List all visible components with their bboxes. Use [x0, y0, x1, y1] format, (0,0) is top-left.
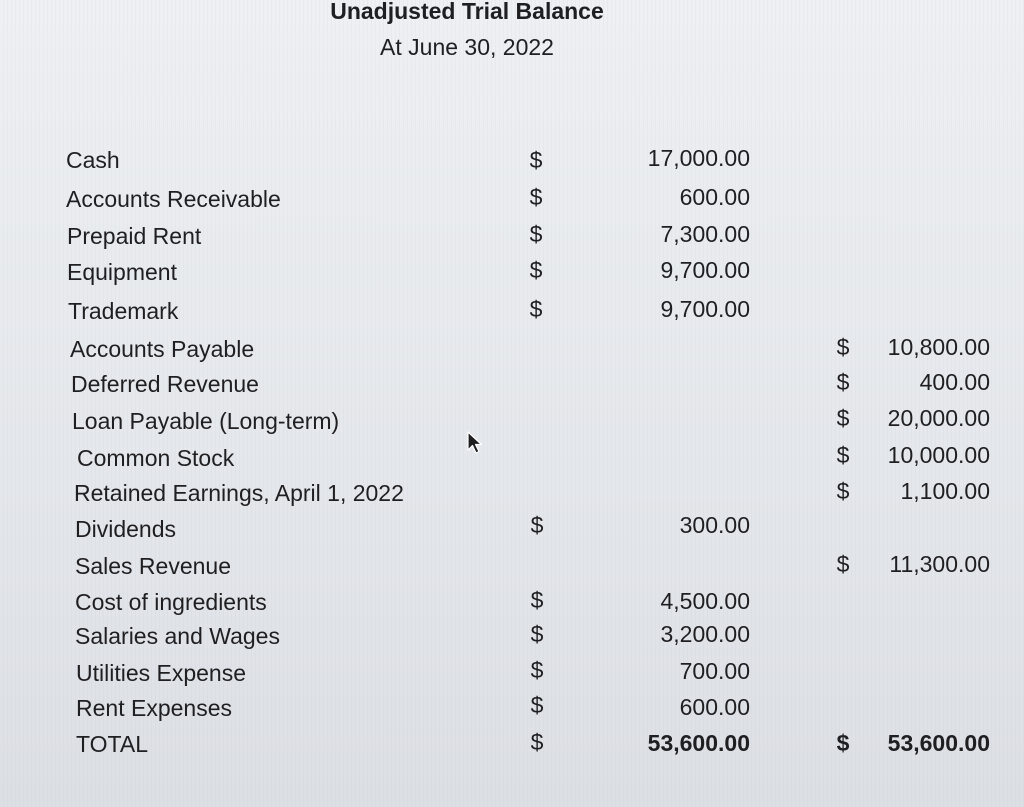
- debit-amount: 300.00: [679, 512, 750, 538]
- account-label: Accounts Payable: [70, 336, 255, 362]
- credit-amount: 11,300.00: [889, 551, 990, 577]
- debit-currency-symbol: $: [530, 657, 544, 683]
- credit-currency-symbol: $: [836, 551, 850, 577]
- account-label: Prepaid Rent: [67, 223, 202, 249]
- credit-currency-symbol: $: [836, 478, 850, 504]
- credit-currency-symbol: $: [836, 730, 850, 756]
- credit-amount: 20,000.00: [887, 405, 990, 431]
- debit-amount: 4,500.00: [660, 588, 750, 614]
- debit-amount: 600.00: [679, 694, 750, 720]
- account-label: Equipment: [67, 259, 177, 285]
- debit-currency-symbol: $: [529, 184, 543, 210]
- debit-currency-symbol: $: [530, 729, 544, 755]
- debit-total: 53,600.00: [647, 730, 750, 756]
- account-label: Utilities Expense: [76, 660, 247, 686]
- debit-currency-symbol: $: [530, 512, 544, 538]
- credit-amount: 10,800.00: [887, 334, 990, 360]
- account-label: Cost of ingredients: [75, 589, 267, 615]
- account-label: Dividends: [75, 516, 176, 542]
- credit-total: 53,600.00: [887, 730, 990, 756]
- debit-amount: 3,200.00: [660, 621, 750, 647]
- account-label: Sales Revenue: [75, 553, 231, 579]
- debit-amount: 9,700.00: [660, 257, 750, 283]
- credit-amount: 1,100.00: [900, 478, 990, 504]
- debit-currency-symbol: $: [530, 692, 544, 718]
- credit-amount: 10,000.00: [887, 442, 990, 468]
- debit-currency-symbol: $: [529, 147, 543, 173]
- total-label: TOTAL: [76, 731, 148, 757]
- credit-currency-symbol: $: [836, 442, 850, 468]
- debit-amount: 600.00: [679, 184, 750, 210]
- account-label: Retained Earnings, April 1, 2022: [74, 480, 404, 506]
- account-label: Trademark: [68, 298, 179, 324]
- account-label: Rent Expenses: [76, 695, 232, 721]
- credit-amount: 400.00: [919, 369, 990, 395]
- debit-currency-symbol: $: [529, 257, 543, 283]
- debit-currency-symbol: $: [530, 621, 544, 647]
- account-label: Deferred Revenue: [71, 371, 259, 397]
- credit-currency-symbol: $: [836, 405, 850, 431]
- debit-currency-symbol: $: [530, 587, 544, 613]
- account-label: Common Stock: [77, 445, 235, 471]
- debit-amount: 7,300.00: [660, 221, 750, 247]
- report-date: At June 30, 2022: [380, 34, 554, 60]
- account-label: Accounts Receivable: [66, 186, 281, 212]
- debit-amount: 700.00: [679, 658, 750, 684]
- credit-currency-symbol: $: [836, 334, 850, 360]
- account-label: Cash: [66, 147, 120, 173]
- account-label: Salaries and Wages: [75, 623, 280, 649]
- mouse-pointer-icon: [466, 430, 484, 456]
- debit-amount: 17,000.00: [647, 145, 750, 171]
- debit-currency-symbol: $: [529, 296, 543, 322]
- credit-currency-symbol: $: [836, 369, 850, 395]
- account-label: Loan Payable (Long-term): [72, 408, 340, 434]
- debit-amount: 9,700.00: [660, 296, 750, 322]
- debit-currency-symbol: $: [529, 221, 543, 247]
- report-title: Unadjusted Trial Balance: [330, 0, 604, 24]
